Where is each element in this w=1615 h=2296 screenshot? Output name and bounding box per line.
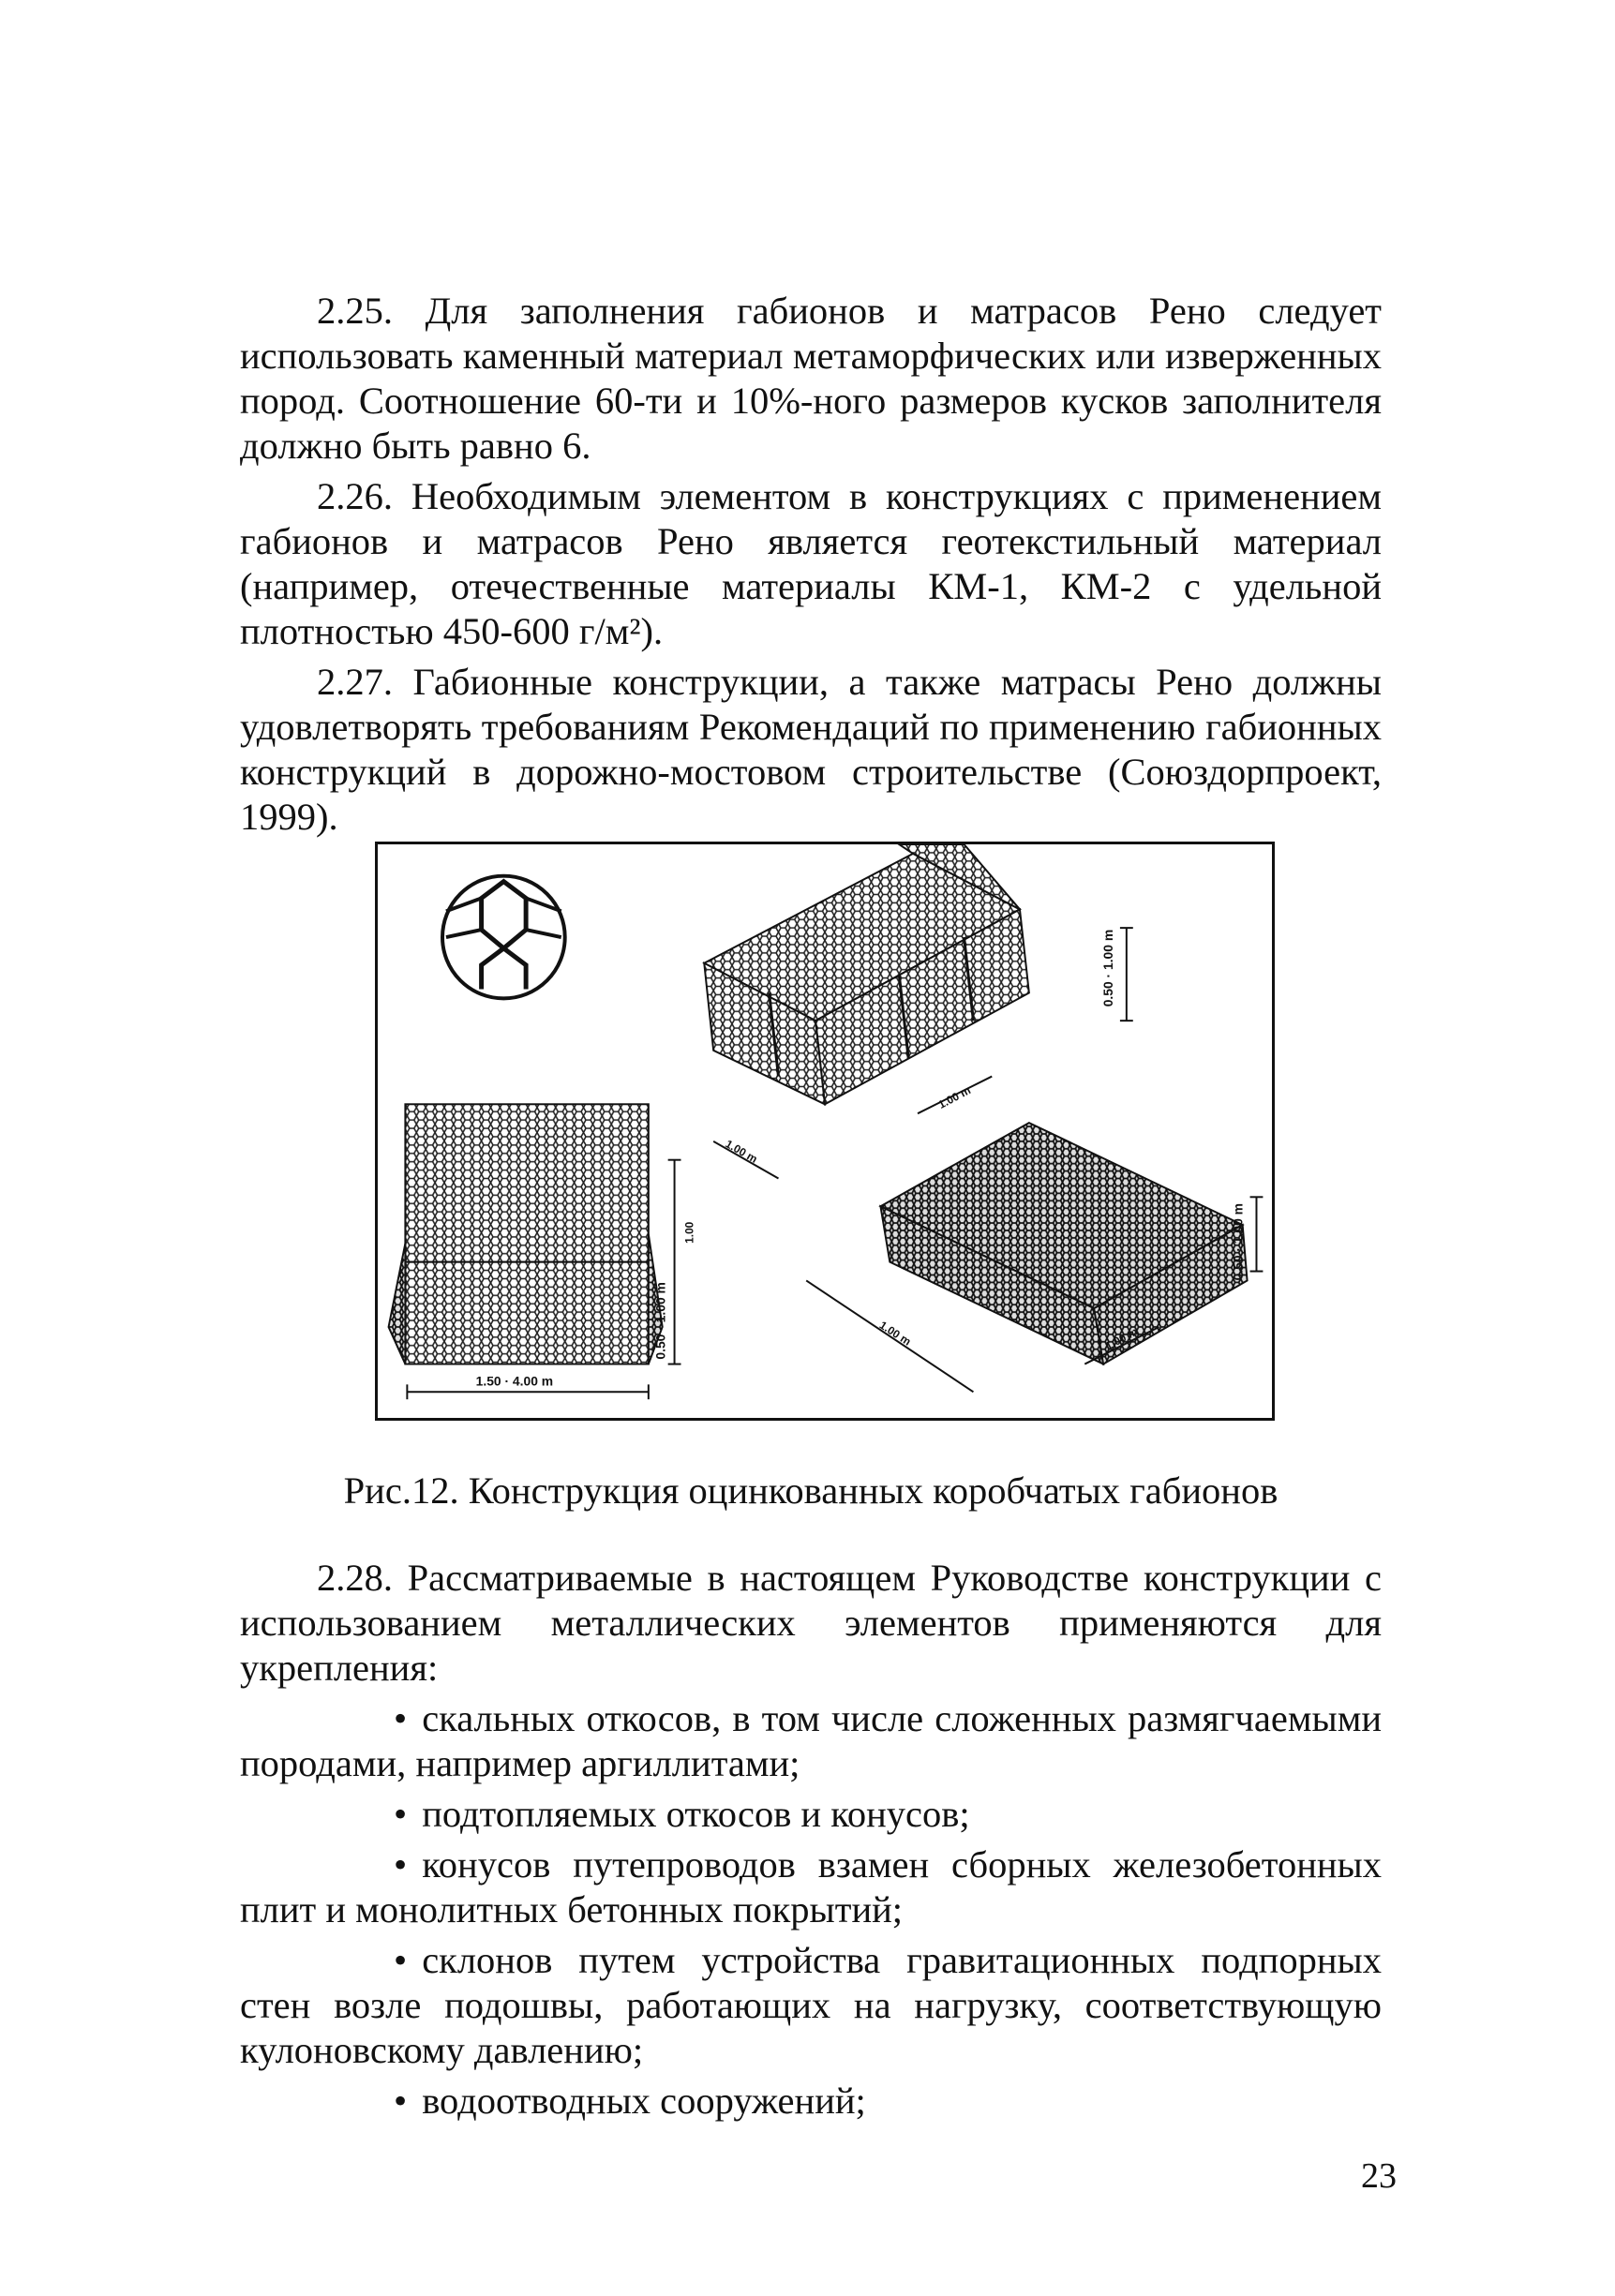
list-item: • конусов путепроводов взамен сборных железобетонных плит и монолитных бетонных покрытий; xyxy=(240,1843,1382,1931)
dim-width-top-box: 1.00 m xyxy=(723,1137,760,1166)
dim-length-top-box: 1.00 m xyxy=(935,1083,973,1111)
list-item: • подтопляемых откосов и конусов; xyxy=(240,1792,1382,1837)
bottom-text-block xyxy=(240,1556,1382,2129)
gabion-box-top xyxy=(704,844,1029,1104)
dim-height-left-box: 0.50 · 1.00 m xyxy=(652,1282,668,1360)
paragraph-2-25: 2.25. Для заполнения габионов и матрасов Рено следует использовать каменный материал метаморфических или изверженных пород. Соотношение 60-ти и 10%-ного размеров кусков заполнителя должно быть равно 6. xyxy=(240,290,1382,467)
list-item: • скальных откосов, в том числе сложенных размягчаемыми породами, например аргиллитами; xyxy=(240,1697,1382,1784)
top-text-block xyxy=(240,289,1382,845)
list-item: • водоотводных сооружений; xyxy=(240,2079,1382,2124)
dim-width-left-box: 1.00 xyxy=(682,1221,696,1244)
dim-length-mattress: 1.00 m xyxy=(876,1318,914,1349)
gabion-figure xyxy=(375,842,1275,1421)
dim-length-left-box: 1.50 · 4.00 m xyxy=(475,1373,554,1389)
dim-height-right-box: 0.50 · 1.00 m xyxy=(1099,929,1115,1007)
bullet-icon: • xyxy=(394,1939,408,1981)
gabion-illustration xyxy=(378,844,1272,1418)
bullet-icon: • xyxy=(394,1697,408,1739)
bullet-icon: • xyxy=(394,1793,408,1835)
paragraph-2-26: 2.26. Необходимым элементом в конструкциях с применением габионов и матрасов Рено является геотекстильный материал (например, отечественные материалы КМ-1, КМ-2 с удельной плотностью 450-600 г/м²). xyxy=(240,475,1382,652)
bullet-list xyxy=(240,1696,1382,2124)
paragraph-2-27: 2.27. Габионные конструкции, а также матрасы Рено должны удовлетворять требованиям Рекомендаций по применению габионных конструкций в дорожно-мостовом строительстве (Союздорпроект, 1999). xyxy=(240,661,1382,838)
reno-mattress xyxy=(880,1123,1247,1364)
list-item: • склонов путем устройства гравитационных подпорных стен возле подошвы, работающих на нагрузку, соответствующую кулоновскому давлению; xyxy=(240,1939,1382,2071)
page-number: 23 xyxy=(1361,2156,1397,2196)
bullet-icon: • xyxy=(394,2080,408,2122)
bullet-icon: • xyxy=(394,1843,408,1886)
mesh-detail-icon xyxy=(442,876,565,999)
paragraph-2-28: 2.28. Рассматриваемые в настоящем Руководстве конструкции с использованием металлических элементов применяются для укрепления: xyxy=(240,1557,1382,1689)
dim-height-right-mattress: 0.50 · 1.00 m xyxy=(1230,1202,1246,1281)
gabion-box-left xyxy=(389,1104,663,1364)
dim-depth-mattress: 1.00 m xyxy=(1102,1324,1141,1353)
figure-caption: Рис.12. Конструкция оцинкованных коробчатых габионов xyxy=(343,1469,1279,1512)
